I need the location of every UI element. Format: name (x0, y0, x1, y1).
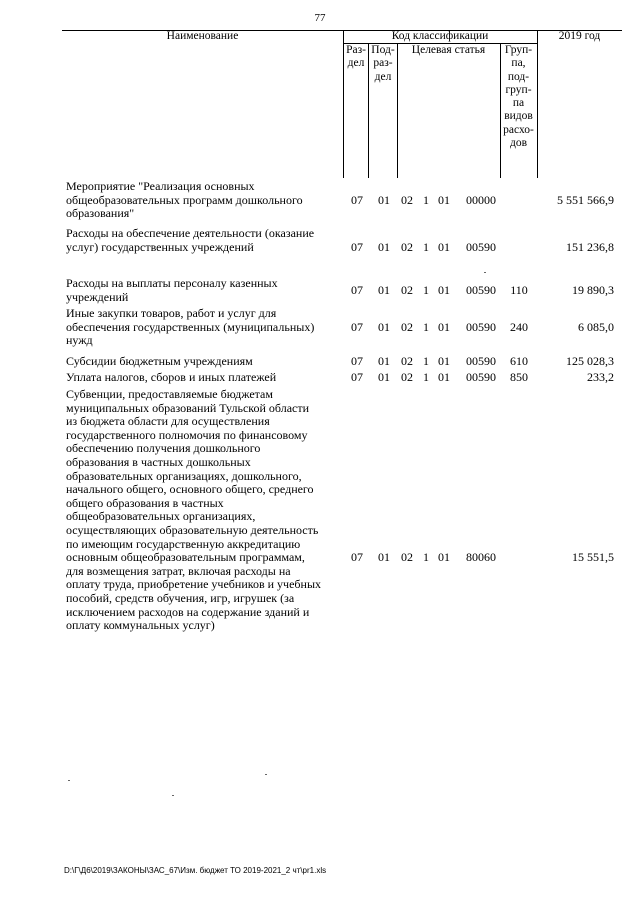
row-group: 850 (510, 370, 528, 384)
row-group: 110 (510, 283, 528, 297)
row-target-3: 01 (438, 283, 450, 297)
row-target-2: 1 (423, 320, 429, 334)
row-amount: 15 551,5 (572, 550, 614, 564)
header-name: Наименование (166, 30, 239, 42)
row-group: 610 (510, 354, 528, 368)
row-razdel: 07 (351, 354, 363, 368)
row-amount: 125 028,3 (566, 354, 614, 368)
row-amount: 151 236,8 (566, 240, 614, 254)
row-podrazdel: 01 (378, 550, 390, 564)
row-target-2: 1 (423, 283, 429, 297)
row-razdel: 07 (351, 193, 363, 207)
row-target-4: 00000 (466, 193, 496, 207)
row-target-1: 02 (401, 283, 413, 297)
row-target-2: 1 (423, 240, 429, 254)
row-target-2: 1 (423, 370, 429, 384)
row-target-1: 02 (401, 320, 413, 334)
row-razdel: 07 (351, 283, 363, 297)
row-razdel: 07 (351, 320, 363, 334)
row-podrazdel: 01 (378, 320, 390, 334)
row-target-4: 00590 (466, 320, 496, 334)
row-razdel: 07 (351, 370, 363, 384)
table-header (62, 30, 622, 178)
row-podrazdel: 01 (378, 354, 390, 368)
row-target-2: 1 (423, 354, 429, 368)
row-razdel: 07 (351, 550, 363, 564)
row-name: Субсидии бюджетным учреждениям (66, 354, 253, 368)
row-amount: 19 890,3 (572, 283, 614, 297)
header-podrazdel: Под- раз- дел (371, 44, 395, 83)
scan-speck (265, 774, 267, 775)
scan-speck (484, 272, 486, 273)
row-target-4: 00590 (466, 283, 496, 297)
row-target-3: 01 (438, 354, 450, 368)
scan-speck (68, 780, 70, 781)
row-name: Расходы на обеспечение деятельности (оказание услуг) государственных учреждений (66, 226, 315, 254)
row-target-3: 01 (438, 193, 450, 207)
row-target-3: 01 (438, 240, 450, 254)
row-podrazdel: 01 (378, 370, 390, 384)
row-target-4: 00590 (466, 354, 496, 368)
header-code: Код классификации (391, 30, 489, 42)
row-target-3: 01 (438, 320, 450, 334)
row-target-2: 1 (423, 193, 429, 207)
row-razdel: 07 (351, 240, 363, 254)
row-target-4: 00590 (466, 370, 496, 384)
column-divider (537, 30, 538, 178)
header-year: 2019 год (558, 30, 601, 42)
row-target-2: 1 (423, 550, 429, 564)
row-name: Субвенции, предоставляемые бюджетам муниципальных образований Тульской области из бюджета области для осуществления государственного полномочия по финансовому обеспечению получения дошкольного образования в частных дошкольных образовательных организациях, дошкольного, начального общего, основного общего, среднего общего образования в частных общеобразовательных организациях, осуществляющих образовательную деятельность по имеющим государственную аккредитацию основным общеобразовательным программам, для возмещения затрат, включая расходы на оплату труда, приобретение учебников и учебных пособий, средств обучения, игр, игрушек (за исключением расходов на содержание зданий и оплату коммунальных услуг) (66, 387, 322, 633)
page-number: 77 (314, 12, 326, 24)
row-target-4: 00590 (466, 240, 496, 254)
row-podrazdel: 01 (378, 193, 390, 207)
row-podrazdel: 01 (378, 240, 390, 254)
row-target-3: 01 (438, 370, 450, 384)
row-target-4: 80060 (466, 550, 496, 564)
row-target-1: 02 (401, 240, 413, 254)
row-target-1: 02 (401, 354, 413, 368)
scan-speck (172, 795, 174, 796)
header-razdel: Раз- дел (346, 44, 366, 70)
header-target: Целевая статья (411, 44, 486, 56)
row-name: Расходы на выплаты персоналу казенных учреждений (66, 276, 278, 304)
row-name: Уплата налогов, сборов и иных платежей (66, 370, 277, 384)
row-name: Иные закупки товаров, работ и услуг для обеспечения государственных (муниципальных) нужд (66, 306, 315, 348)
row-target-1: 02 (401, 193, 413, 207)
row-amount: 233,2 (587, 370, 614, 384)
row-amount: 5 551 566,9 (557, 193, 614, 207)
row-amount: 6 085,0 (578, 320, 614, 334)
row-name: Мероприятие "Реализация основных общеобразовательных программ дошкольного образования" (66, 179, 303, 221)
row-podrazdel: 01 (378, 283, 390, 297)
row-group: 240 (510, 320, 528, 334)
file-path-footer: D:\Г\Д6\2019\ЗАКОНЫ\ЗАС_67\Изм. бюджет ТО 2019-2021_2 чт\pr1.xls (64, 866, 327, 875)
header-group: Груп- па, под- груп- па видов расхо- дов (503, 44, 534, 150)
row-target-1: 02 (401, 550, 413, 564)
row-target-3: 01 (438, 550, 450, 564)
row-target-1: 02 (401, 370, 413, 384)
